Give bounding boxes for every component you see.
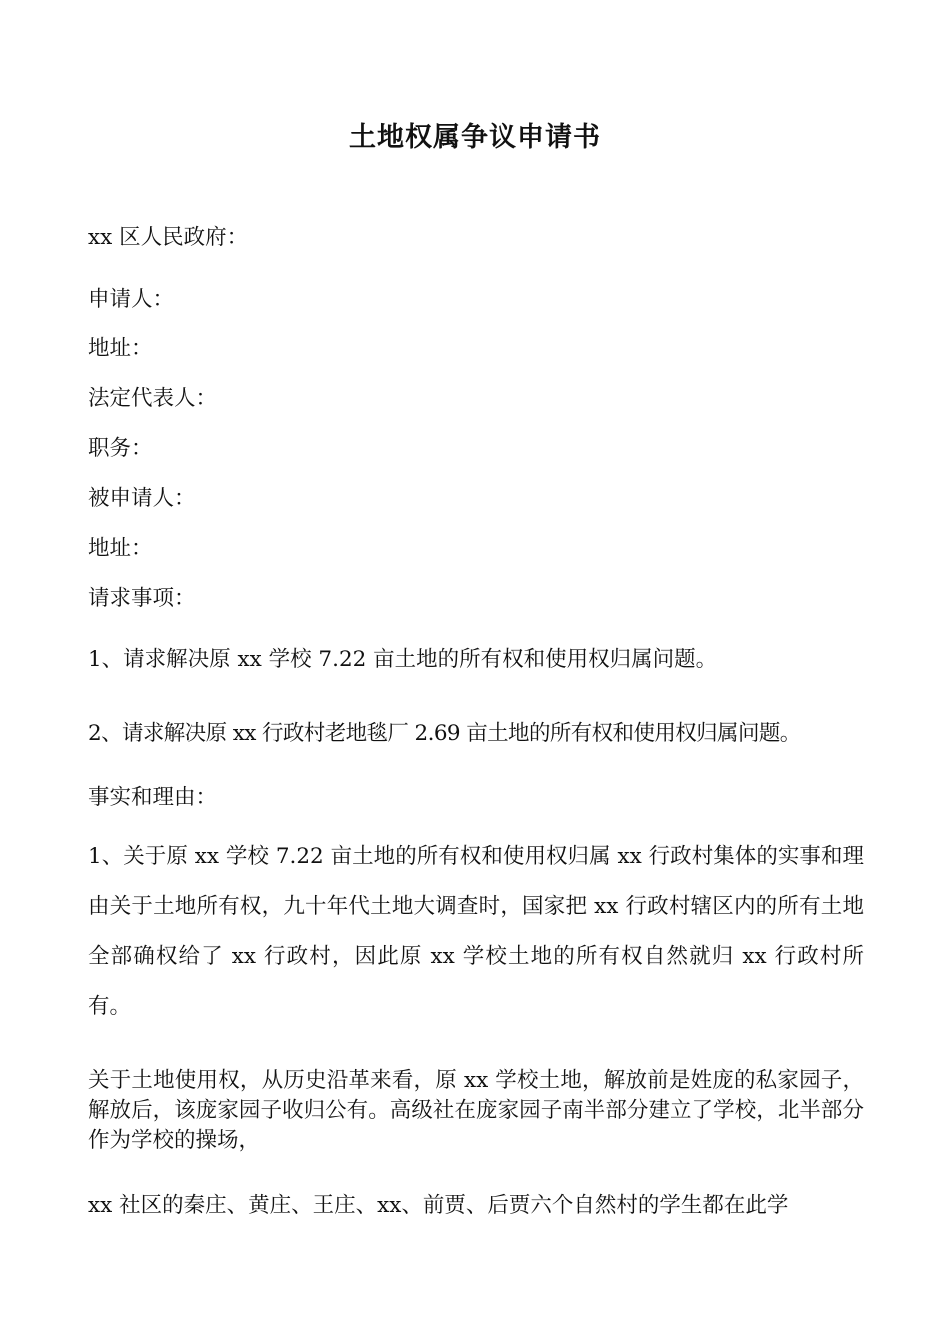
facts-heading: 事实和理由： [88, 785, 218, 810]
legal-rep-label: 法定代表人： [88, 386, 218, 411]
request-item-1: 1、请求解决原 xx 学校 7.22 亩土地的所有权和使用权归属问题。 [88, 647, 718, 672]
facts-paragraph-2: 关于土地使用权，从历史沿革来看，原 xx 学校土地，解放前是姓庞的私家园子，解放后，该庞家园子收归公有。高级社在庞家园子南半部分建立了学校，北半部分作为学校的操场， [88, 1068, 864, 1153]
request-item-2: 2、请求解决原 xx 行政村老地毯厂 2.69 亩土地的所有权和使用权归属问题。 [88, 721, 801, 746]
applicant-label: 申请人： [88, 287, 175, 312]
facts-paragraph-1: 1、关于原 xx 学校 7.22 亩土地的所有权和使用权归属 xx 行政村集体的实事和理由关于土地所有权，九十年代土地大调查时，国家把 xx 行政村辖区内的所有土地全部确权给了 xx 行政村，因此原 xx 学校土地的所有权自然就归 xx 行政村所有。 [88, 844, 864, 1019]
document-title: 土地权属争议申请书 [349, 122, 601, 153]
applicant-address-label: 地址： [88, 336, 153, 361]
position-label: 职务： [88, 436, 153, 461]
facts-paragraph-3: xx 社区的秦庄、黄庄、王庄、xx、前贾、后贾六个自然村的学生都在此学 [88, 1193, 789, 1218]
addressee: xx 区人民政府： [88, 225, 249, 250]
respondent-label: 被申请人： [88, 486, 196, 511]
request-heading: 请求事项： [88, 586, 196, 611]
respondent-address-label: 地址： [88, 536, 153, 561]
